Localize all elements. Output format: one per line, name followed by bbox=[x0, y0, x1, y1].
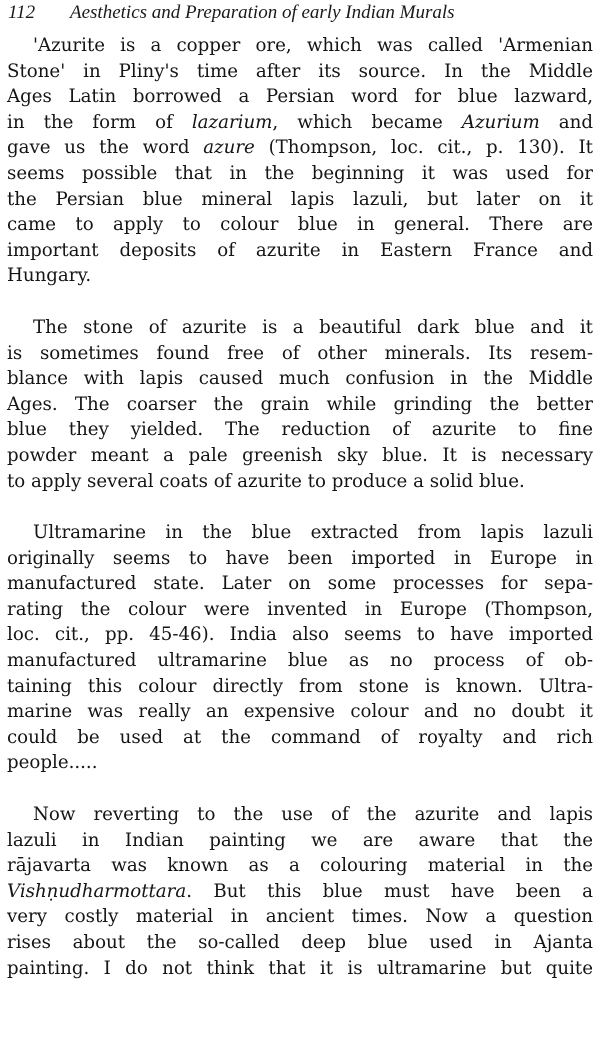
italic-term: azure bbox=[203, 137, 255, 159]
page-number: 112 bbox=[8, 2, 36, 23]
italic-term: Vishṇudharmottara bbox=[7, 880, 187, 902]
text-line: manufactured state. Later on some processes for sepa- bbox=[7, 573, 593, 595]
text-line: Ages. The coarser the grain while grinding the better bbox=[7, 393, 593, 415]
text-line: Ultramarine in the blue extracted from lapis lazuli bbox=[33, 522, 593, 544]
paragraph-gap bbox=[7, 289, 593, 315]
paragraph bbox=[7, 520, 593, 776]
running-title: Aesthetics and Preparation of early Indian Murals bbox=[70, 2, 455, 23]
text-line: rating the colour were invented in Europe (Thompson, bbox=[7, 598, 593, 620]
paragraph bbox=[7, 33, 593, 289]
text-line: taining this colour directly from stone is known. Ultra- bbox=[7, 675, 593, 697]
text-line: manufactured ultramarine blue as no process of ob- bbox=[7, 650, 593, 672]
paragraph bbox=[7, 802, 593, 981]
text-line: important deposits of azurite in Eastern France and bbox=[7, 239, 593, 261]
text-line: gave us the word azure (Thompson, loc. cit., p. 130). It bbox=[7, 137, 593, 159]
text-line: The stone of azurite is a beautiful dark blue and it bbox=[33, 316, 593, 338]
text-line: loc. cit., pp. 45-46). India also seems to have imported bbox=[7, 624, 593, 646]
paragraph-gap bbox=[7, 776, 593, 802]
text-line: seems possible that in the beginning it was used for bbox=[7, 162, 593, 184]
text-line: is sometimes found free of other minerals. Its resem- bbox=[7, 342, 593, 364]
paragraph bbox=[7, 315, 593, 494]
text-line: people..... bbox=[7, 752, 98, 774]
page-header bbox=[8, 2, 592, 28]
italic-term: lazarium bbox=[191, 111, 273, 133]
text-line: came to apply to colour blue in general. There are bbox=[7, 214, 593, 236]
text-line: blance with lapis caused much confusion in the Middle bbox=[7, 368, 593, 390]
text-line: Stone' in Pliny's time after its source. In the Middle bbox=[7, 60, 593, 82]
italic-term: Azurium bbox=[461, 111, 540, 133]
text-line: Hungary. bbox=[7, 265, 92, 287]
text-line: could be used at the command of royalty and rich bbox=[7, 726, 593, 748]
text-line: painting. I do not think that it is ultramarine but quite bbox=[7, 957, 593, 979]
text-line: rājavarta was known as a colouring material in the bbox=[7, 855, 593, 877]
body-text bbox=[7, 33, 593, 981]
text-line: Ages Latin borrowed a Persian word for blue lazward, bbox=[7, 86, 593, 108]
text-line: powder meant a pale greenish sky blue. It is necessary bbox=[7, 444, 593, 466]
text-line: 'Azurite is a copper ore, which was called 'Armenian bbox=[33, 35, 593, 56]
text-line: marine was really an expensive colour and no doubt it bbox=[7, 701, 593, 723]
text-line: to apply several coats of azurite to produce a solid blue. bbox=[7, 470, 525, 492]
text-line: the Persian blue mineral lapis lazuli, but later on it bbox=[7, 188, 593, 210]
text-line: lazuli in Indian painting we are aware that the bbox=[7, 829, 593, 851]
text-line: blue they yielded. The reduction of azurite to fine bbox=[7, 419, 593, 441]
paragraph-gap bbox=[7, 494, 593, 520]
text-line: in the form of lazarium, which became Azurium and bbox=[7, 111, 593, 133]
text-line: originally seems to have been imported in Europe in bbox=[7, 547, 593, 569]
text-line: rises about the so-called deep blue used in Ajanta bbox=[7, 932, 593, 953]
text-line: Vishṇudharmottara. But this blue must have been a bbox=[7, 880, 593, 902]
text-line: very costly material in ancient times. Now a question bbox=[7, 906, 593, 928]
text-line: Now reverting to the use of the azurite and lapis bbox=[33, 804, 593, 826]
